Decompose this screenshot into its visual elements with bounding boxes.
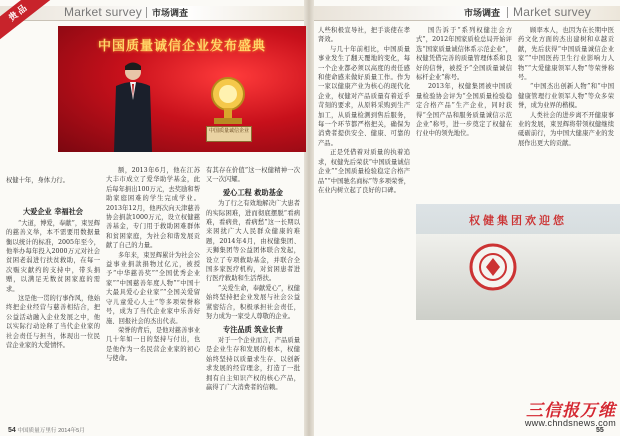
watermark-brand: 三信报万维 <box>526 401 616 421</box>
left-col2-para: 荣誉的背后，是他对慈善事业几十年如一日的坚持与付出，也是他作为一名民营企业家的初心与使命。 <box>106 326 200 363</box>
right-col3-para: 顾率本人，也因为在长期中医药文化方面的杰出建树和卓越贡献，先后获得“中国质量诚信企业家”“中国医药卫生行业影响力人物”“大爱健康领军人物”等荣誉称号。 <box>518 27 614 82</box>
building-photo <box>416 204 620 320</box>
right-col3 <box>518 26 614 148</box>
left-col3-heading-2: 专注品质 筑业长青 <box>222 324 283 334</box>
right-col2-para: 国告诉于“系列权健注会方式”，2012年国家质检总局开始评选“国家质量诚信体系示范企业”，权健凭借完善的质量管理体系和良好的信誉，被授予“全国质量诚信标杆企业”称号。 <box>416 27 512 82</box>
left-footer-text: 中国质量万里行 2014年5月 <box>17 428 85 434</box>
photo-banner: 中国质量诚信企业发布盛典 <box>97 39 266 54</box>
right-col1 <box>318 26 410 195</box>
watermark-url: www.chndsnews.com <box>524 418 616 428</box>
right-header <box>314 0 620 22</box>
left-col3-heading: 爱心工程 救助基金 <box>222 187 283 197</box>
left-col2 <box>106 166 200 364</box>
right-col2 <box>416 26 512 139</box>
right-col2-para: 2013年，权健集团被中国质量检验协会评为“全国质量检验稳定合格产品”生产企业，同时获得“全国产品和服务质量诚信示范企业”称号，进一步奠定了权健在行业中的领先地位。 <box>416 83 512 138</box>
caption: 权健十年，身体力行。 <box>6 177 69 184</box>
company-logo-icon <box>468 242 518 292</box>
corner-label: 贵品 <box>0 0 51 40</box>
right-col3-para: 人类社会的进步离不开健康事业的发展，束昱辉将带领权健继续砥砺前行，为中国大健康产业的发展作出更大的贡献。 <box>518 111 614 147</box>
left-header-en: Market survey <box>64 5 142 19</box>
left-footer <box>8 426 85 434</box>
left-col3-intro: 有其存在价值”这一权健精神一次又一次闪耀。 <box>206 167 300 184</box>
award-photo <box>58 26 306 152</box>
left-col2-para: 额，2013年6月，他在江苏大丰市成立了爱华助学基金，此后每年捐出100万元，去奖励和帮助家庭困难的学生完成学业。2013年12月，他再次向天津慈善协会捐款1000万元，设立权健慈善基金，专门用于救助困难群体和贫困家庭，为社会和谐发展贡献了自己的力量。 <box>106 167 200 250</box>
left-col1-para: 这是他一贯的行事作风，他始终把企业经营与慈善相结合，把公益活动融入企业发展之中，他以实际行动诠释了当代企业家的社会责任与担当，体现出一位民营企业家的大爱情怀。 <box>6 295 100 350</box>
left-col3-para: “关爱生命，奉献爱心”，权健始终坚持把企业发展与社会公益紧密结合，积极承担社会责任，努力成为一家受人尊敬的企业。 <box>206 284 301 321</box>
right-header-cn: 市场调查 <box>464 9 501 19</box>
right-page-number: 55 <box>596 427 604 434</box>
left-col3 <box>206 166 300 392</box>
left-col3-para: 对于一个企业而言，产品质量是企业生存和发展的根本，权健始终坚持以质量求生存、以创新求发展的经营理念，打造了一批拥有自主知识产权的核心产品，赢得了广大消费者的信赖。 <box>206 336 300 391</box>
left-col2-para: 多年来，束昱辉累计为社会公益事业捐款捐物过亿元，被授予“中华慈善奖”“全国优秀企业家”“中国慈善年度人物”“中国十大最具爱心企业家”“全国关爱留守儿童爱心人士”等多项荣誉称号，成为了当代企业家中乐善好施、回报社会的杰出代表。 <box>106 251 200 325</box>
right-col1-para: 与几十年前相比，中国质量事业发生了翻天覆地的变化，每一个企业都必须以高度的责任感和使命感来做好质量工作。作为一家以健康产业为核心的现代化企业，权健对产品质量有着近乎苛刻的要求，从原料采购到生产加工，从质量检测到售后服务，每一个环节都严格把关，确保为消费者提供安全、健康、可靠的产品。 <box>318 45 410 147</box>
trophy-icon <box>198 74 258 134</box>
left-page-number: 54 <box>8 427 16 434</box>
right-col1-para: 人些积极宣导社，把手谈使在孝肾效。 <box>318 27 410 44</box>
right-col1-para: 正是凭借着对质量的执着追求，权健先后荣获“中国质量诚信企业”“全国质量检验稳定合格产品”“中国驰名商标”等多项荣誉，在业内树立起了良好的口碑。 <box>318 149 410 194</box>
left-header-cn: 市场调查 <box>152 9 189 19</box>
left-col3-para: 为了行之有效地解决广大患者的实际困难，进而彻底摆脱“看病难，看病贵，看病愁”这一长期以来困扰广大人民群众健康的难题，2014年4月，由权健集团、天狮集团等公益团体联合发起，设立了专项救助基金，并联合全国多家医疗机构，对贫困患者进行医疗救助和生活帮扶。 <box>206 200 300 283</box>
person-figure <box>110 60 156 152</box>
left-col1-heading: 大爱企业 幸福社会 <box>22 207 83 217</box>
building-sign: 权健集团欢迎您 <box>469 214 567 227</box>
left-caption-col <box>6 176 100 351</box>
award-plaque: 中国质量诚信企业 <box>206 126 252 142</box>
right-col3-para: “中国杰出创新人物”和“中国健康管理行业领军人物”等众多荣誉，成为业界的楷模。 <box>518 83 614 110</box>
left-col1-para: “大道，博爱，奉献”，束昱辉的慈善义举，本不需要用数据量衡以统计的标准，2005年至今，他举办每年投入2000万元对社会贫困老弱进行扶贫救助，在每一次赈灾献约的支持中，带头捐赠，以满足无数贫困家庭的需求。 <box>6 219 101 293</box>
right-header-en: Market survey <box>513 5 591 19</box>
